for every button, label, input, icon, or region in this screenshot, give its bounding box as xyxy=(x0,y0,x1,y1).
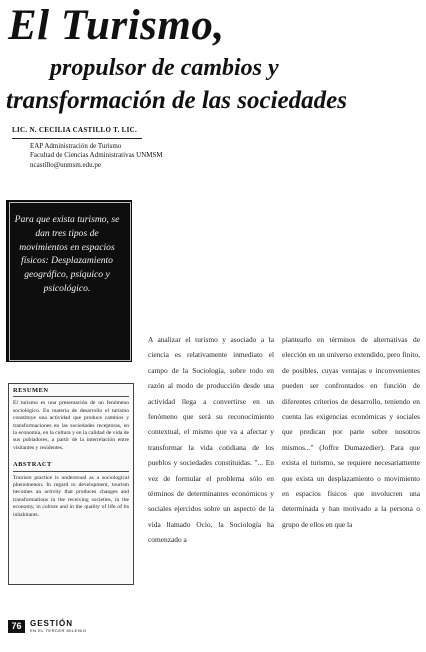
body-column-3: plantearlo en términos de alternativas de elección en un universo extendido, pero finito, de posibles, cuyas ventajas e inconvenientes pueden ser confrontados en función de diferentes criterios de desarrollo, teniendo en cuenta las exigencias económicas y sociales que predican por parte sobre nosotros mismos..." (Joffre Dumazedier). Para que exista el turismo, se requiere necesariamente que exista un desplazamiento o movimiento en espacios físicos que involucren una determinada y han motivado a la persona o grupo de ellos en que la xyxy=(282,335,420,529)
body-column-2: A analizar el turismo y asociado a la ciencia es relativamente inmediato el campo de la Sociología, sobre todo en razón al modo de producción desde una actividad llega a convertirse en un fenómeno que será su reconocimiento contextual, el mismo que va a afectar y transformar la vida cotidiana de los pueblos y sociedades constituidas. "... En vez de formular el problema sólo en términos de determinantes económicos y sociales ejercidos sobre un aspecto de la vida llamado Ocio, la Sociología ha comenzado a xyxy=(148,335,274,545)
author-divider xyxy=(12,138,142,139)
abstract-heading: ABSTRACT xyxy=(13,461,52,469)
article-subtitle-line-1: propulsor de cambios y xyxy=(50,55,279,81)
abstract-box xyxy=(8,383,134,585)
resumen-text: El turismo es una presentación de un fenómeno sociológico. En materia de desarrollo el turismo constituye una actividad que produce cambios y transformaciones en las sociedades receptoras, en la economía, en la cultura y en la calidad de vida de sus pobladores, a partir de la interrelación entre visitantes y residentes. xyxy=(13,400,129,451)
pull-quote-text: Para que exista turismo, se dan tres tipos de movimientos en espacios físicos: Desplazamiento geográfico, psíquico y psicológico. xyxy=(14,214,120,294)
resumen-heading: RESUMEN xyxy=(13,387,49,394)
article-subtitle-line-2: transformación de las sociedades xyxy=(6,87,347,114)
author-affiliation-2: Facultad de Ciencias Administrativas UNMSM xyxy=(30,151,163,159)
author-email: ncastillo@unmsm.edu.pe xyxy=(30,160,101,169)
abstract-text: Tourism practice is understood as a sociological phenomenon. In regard to development, tourism becomes an activity that produces changes and transformations in the receiving societies, in the economy, in culture and in the quality of life of its inhabitants. xyxy=(13,474,129,518)
abstract-divider xyxy=(13,471,129,472)
author-affiliation-1: EAP Administración de Turismo xyxy=(30,141,122,150)
magazine-tagline: EN EL TERCER MILENIO xyxy=(30,628,87,633)
magazine-name: GESTIÓN xyxy=(30,619,74,628)
author-name: LIC. N. CECILIA CASTILLO T. LIC. xyxy=(12,126,138,134)
author-block xyxy=(12,126,163,170)
article-title: El Turismo, xyxy=(8,2,225,49)
page-number: 76 xyxy=(8,620,25,633)
resumen-divider xyxy=(13,396,129,397)
pull-quote-box xyxy=(6,200,132,362)
